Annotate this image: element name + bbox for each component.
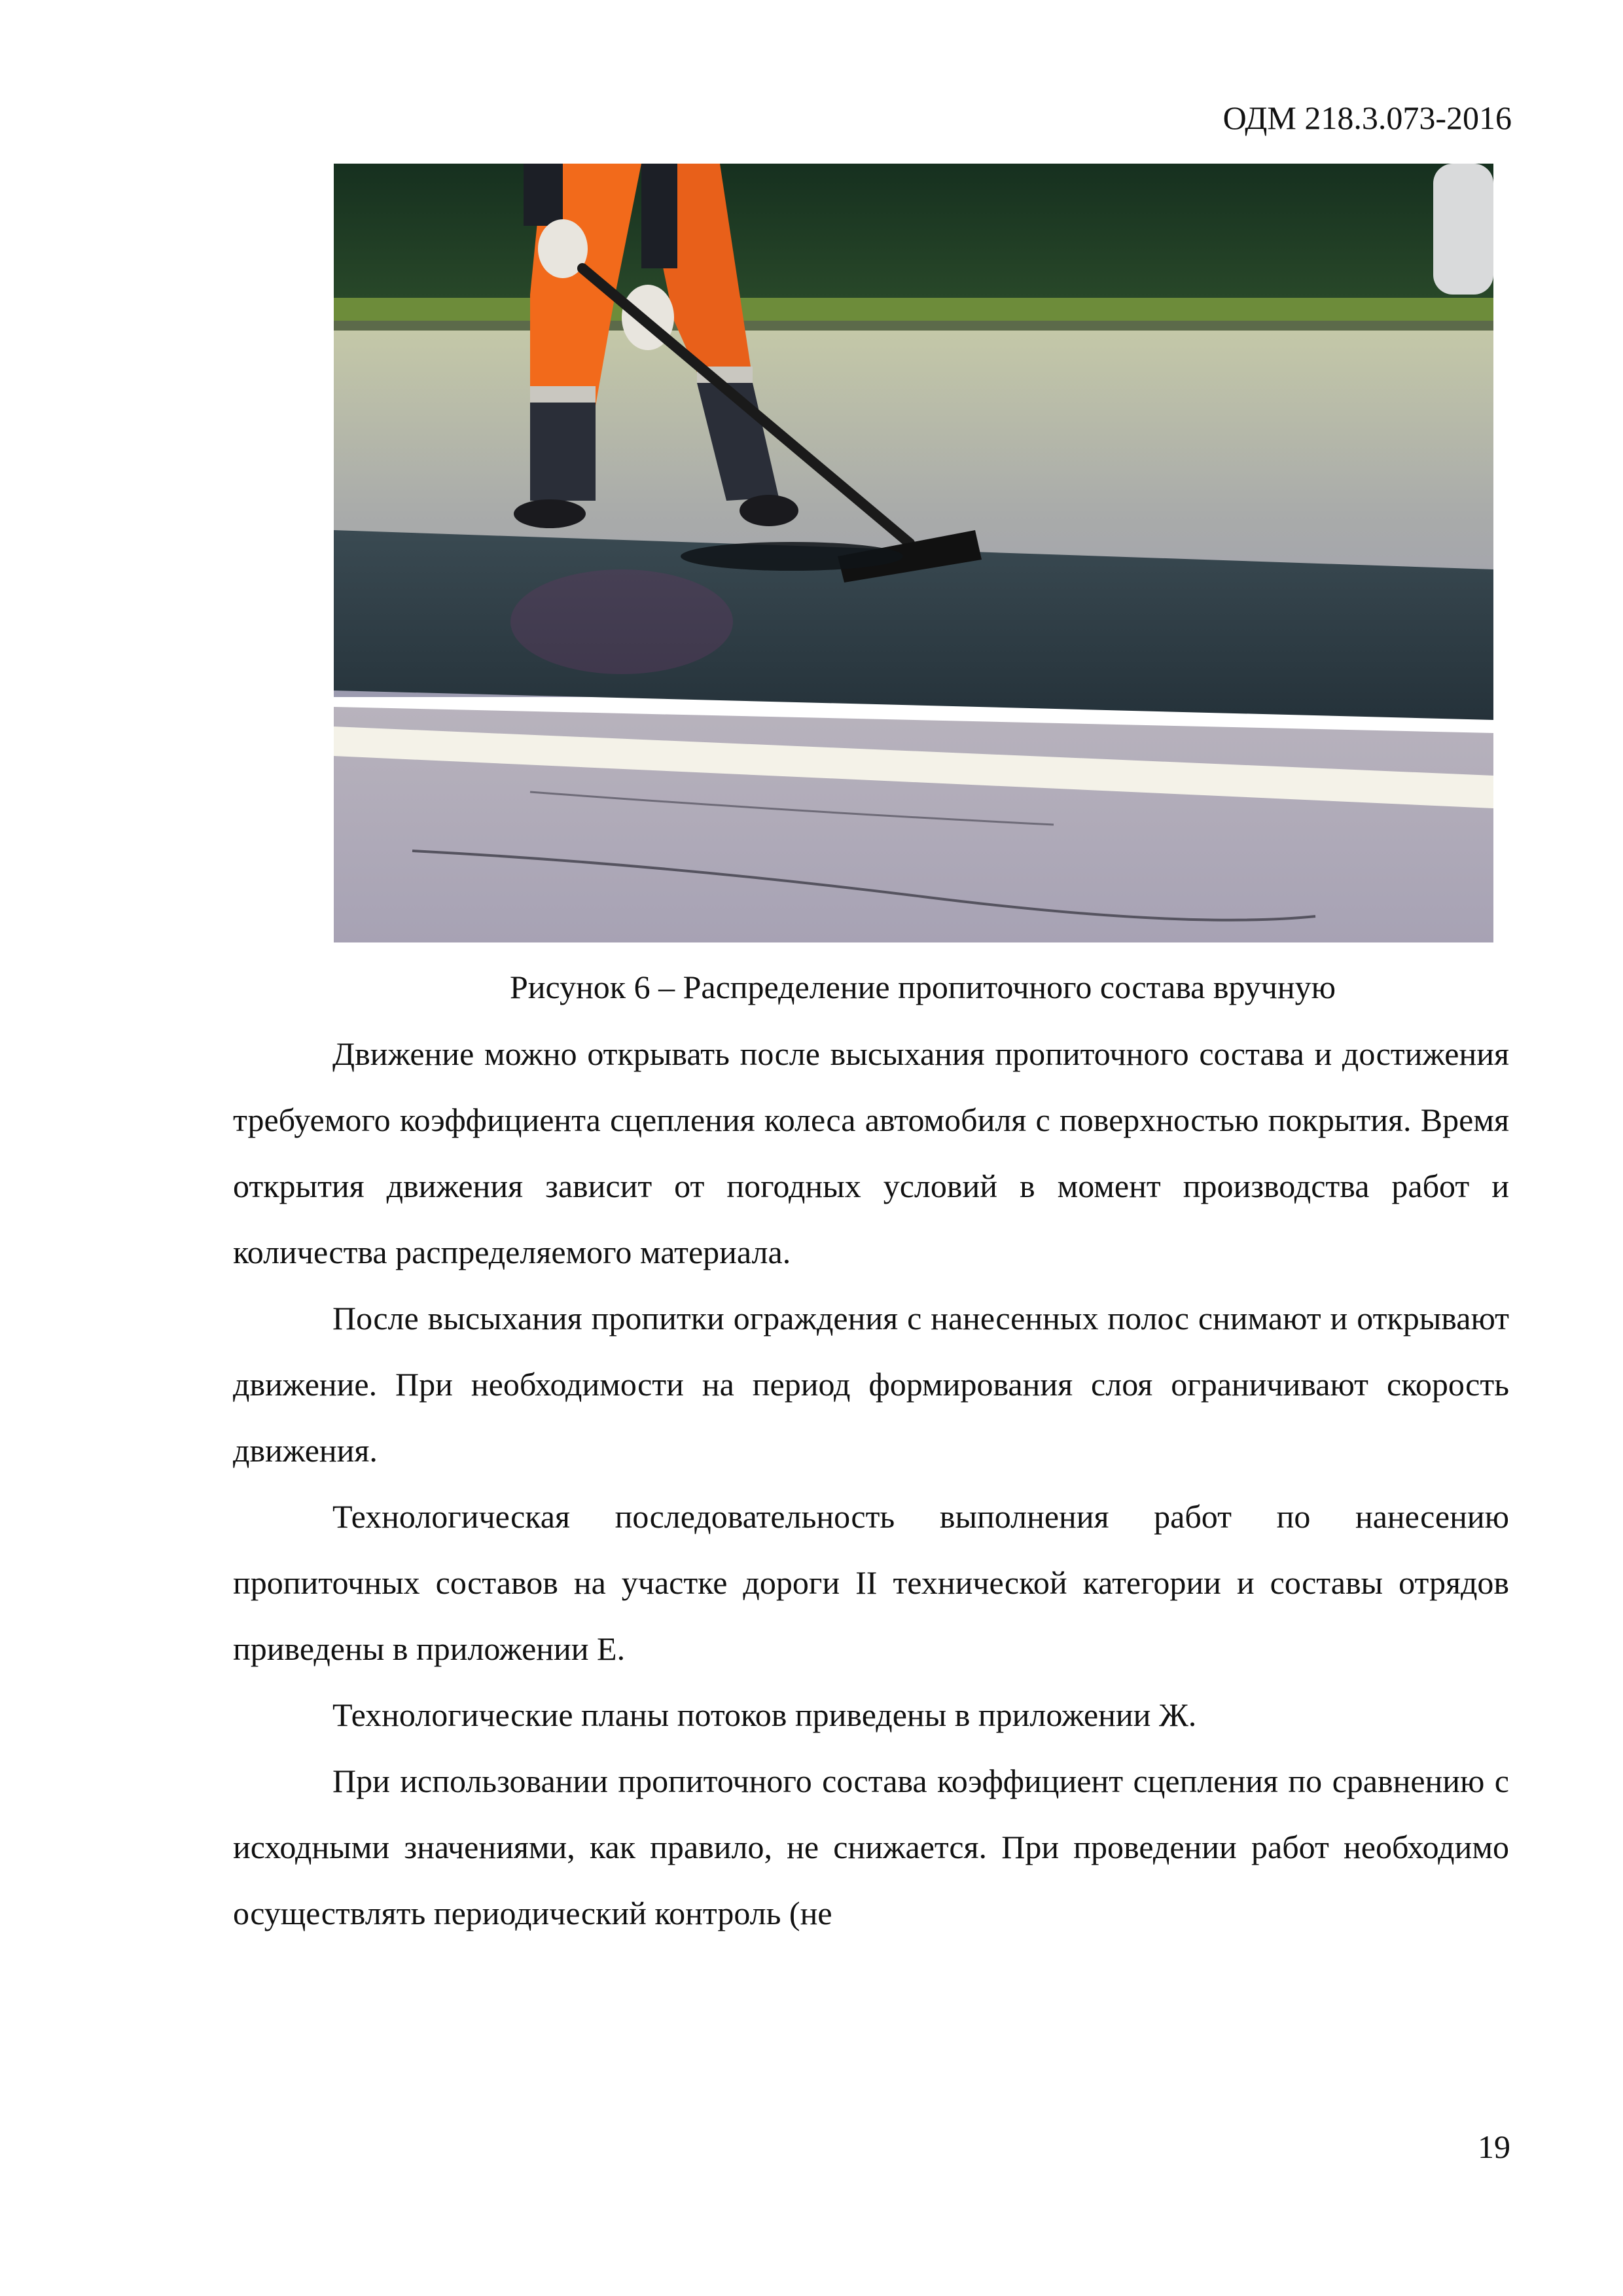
paragraph: После высыхания пропитки ограждения с нанесенных полос снимают и открывают движение. При необходимости на период формирования слоя ограничивают скорость движения. — [233, 1300, 1509, 1469]
paragraph: При использовании пропиточного состава коэффициент сцепления по сравнению с исходными значениями, как правило, не снижается. При проведении работ необходимо осуществлять периодический контроль (не — [233, 1763, 1509, 1931]
trees-background — [334, 164, 1493, 314]
paragraph: Движение можно открывать после высыхания пропиточного состава и достижения требуемого коэффициента сцепления колеса автомобиля с поверхностью покрытия. Время открытия движения зависит от погодных условий в момент производства работ и количества распределяемого материала. — [233, 1035, 1509, 1270]
body-text — [233, 1021, 1509, 1946]
page-number: 19 — [1478, 2128, 1510, 2165]
figure-caption: Рисунок 6 – Распределение пропиточного состава вручную — [509, 969, 1336, 1005]
figure-photo-road-worker — [334, 164, 1493, 942]
paragraph: Технологическая последовательность выполнения работ по нанесению пропиточных составов на участке дороги II технической категории и составы отрядов приведены в приложении Е. — [233, 1498, 1509, 1667]
paragraph: Технологические планы потоков приведены в приложении Ж. — [332, 1696, 1197, 1733]
document-code: ОДМ 218.3.073-2016 — [1222, 99, 1512, 136]
